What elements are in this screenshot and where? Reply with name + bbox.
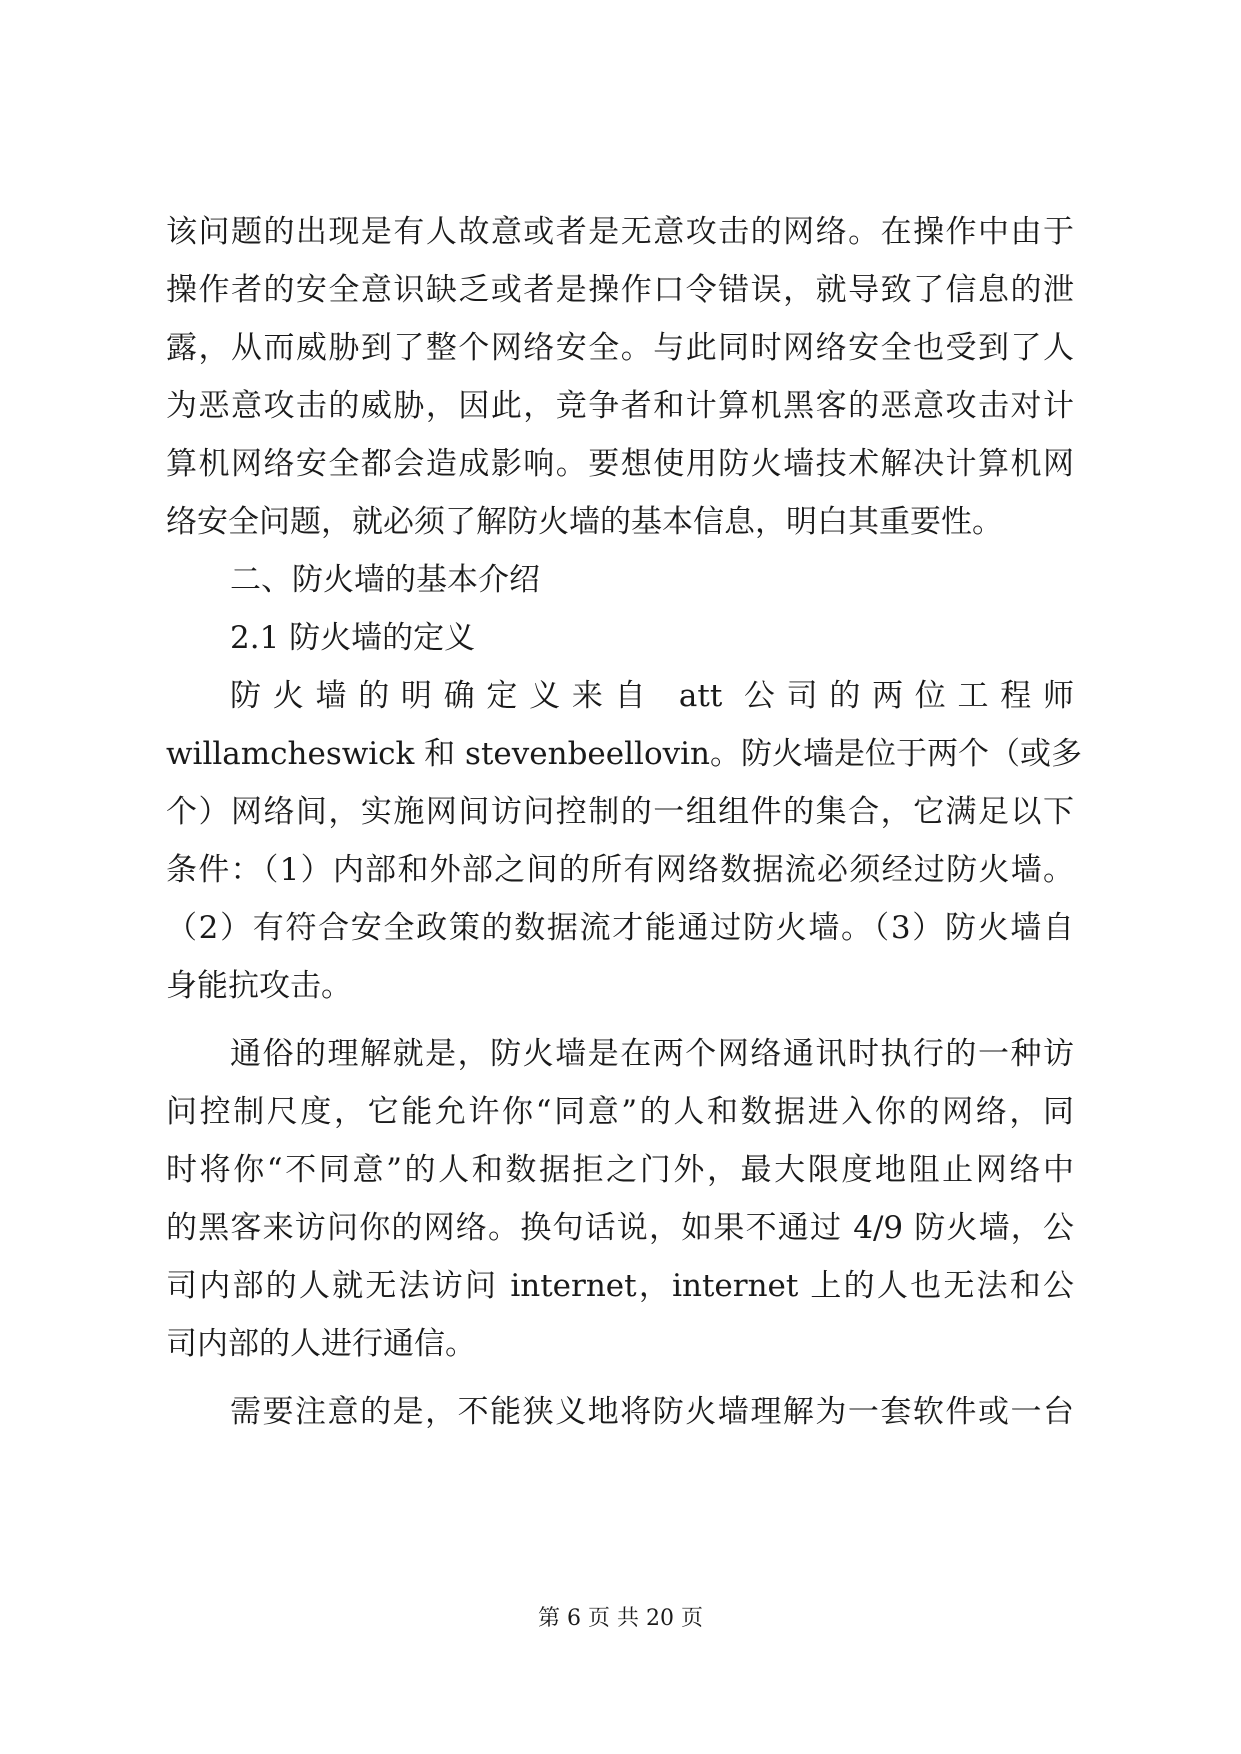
body-line: 条件：（1）内部和外部之间的所有网络数据流必须经过防火墙。	[166, 852, 1074, 888]
section-heading: 二、防火墙的基本介绍	[230, 562, 540, 598]
body-line: 时将你“不同意”的人和数据拒之门外，最大限度地阻止网络中	[166, 1152, 1074, 1188]
body-line: 该问题的出现是有人故意或者是无意攻击的网络。在操作中由于	[166, 214, 1074, 250]
body-line: 露，从而威胁到了整个网络安全。与此同时网络安全也受到了人	[166, 330, 1074, 366]
body-line: 为恶意攻击的威胁，因此，竞争者和计算机黑客的恶意攻击对计	[166, 388, 1074, 424]
body-line: 个）网络间，实施网间访问控制的一组组件的集合，它满足以下	[166, 794, 1074, 830]
body-line: 需要注意的是，不能狭义地将防火墙理解为一套软件或一台	[230, 1394, 1074, 1430]
body-line: 防火墙的明确定义来自 att 公司的两位工程师	[230, 678, 1074, 714]
body-line: 司内部的人进行通信。	[166, 1326, 476, 1362]
body-line: 的黑客来访问你的网络。换句话说，如果不通过 4/9 防火墙，公	[166, 1210, 1074, 1246]
body-line: willamcheswick 和 stevenbeellovin。防火墙是位于两个（或多	[166, 736, 1082, 772]
body-line: 通俗的理解就是，防火墙是在两个网络通讯时执行的一种访	[230, 1036, 1074, 1072]
body-line: （2）有符合安全政策的数据流才能通过防火墙。（3）防火墙自	[166, 910, 1074, 946]
body-line: 算机网络安全都会造成影响。要想使用防火墙技术解决计算机网	[166, 446, 1074, 482]
page-footer: 第 6 页 共 20 页	[538, 1606, 703, 1631]
body-line: 操作者的安全意识缺乏或者是操作口令错误，就导致了信息的泄	[166, 272, 1074, 308]
body-line: 身能抗攻击。	[166, 968, 352, 1004]
body-line: 问控制尺度，它能允许你“同意”的人和数据进入你的网络，同	[166, 1094, 1074, 1130]
subsection-heading: 2.1 防火墙的定义	[230, 620, 476, 656]
body-line: 络安全问题，就必须了解防火墙的基本信息，明白其重要性。	[166, 504, 1003, 540]
body-line: 司内部的人就无法访问 internet，internet 上的人也无法和公	[166, 1268, 1074, 1304]
